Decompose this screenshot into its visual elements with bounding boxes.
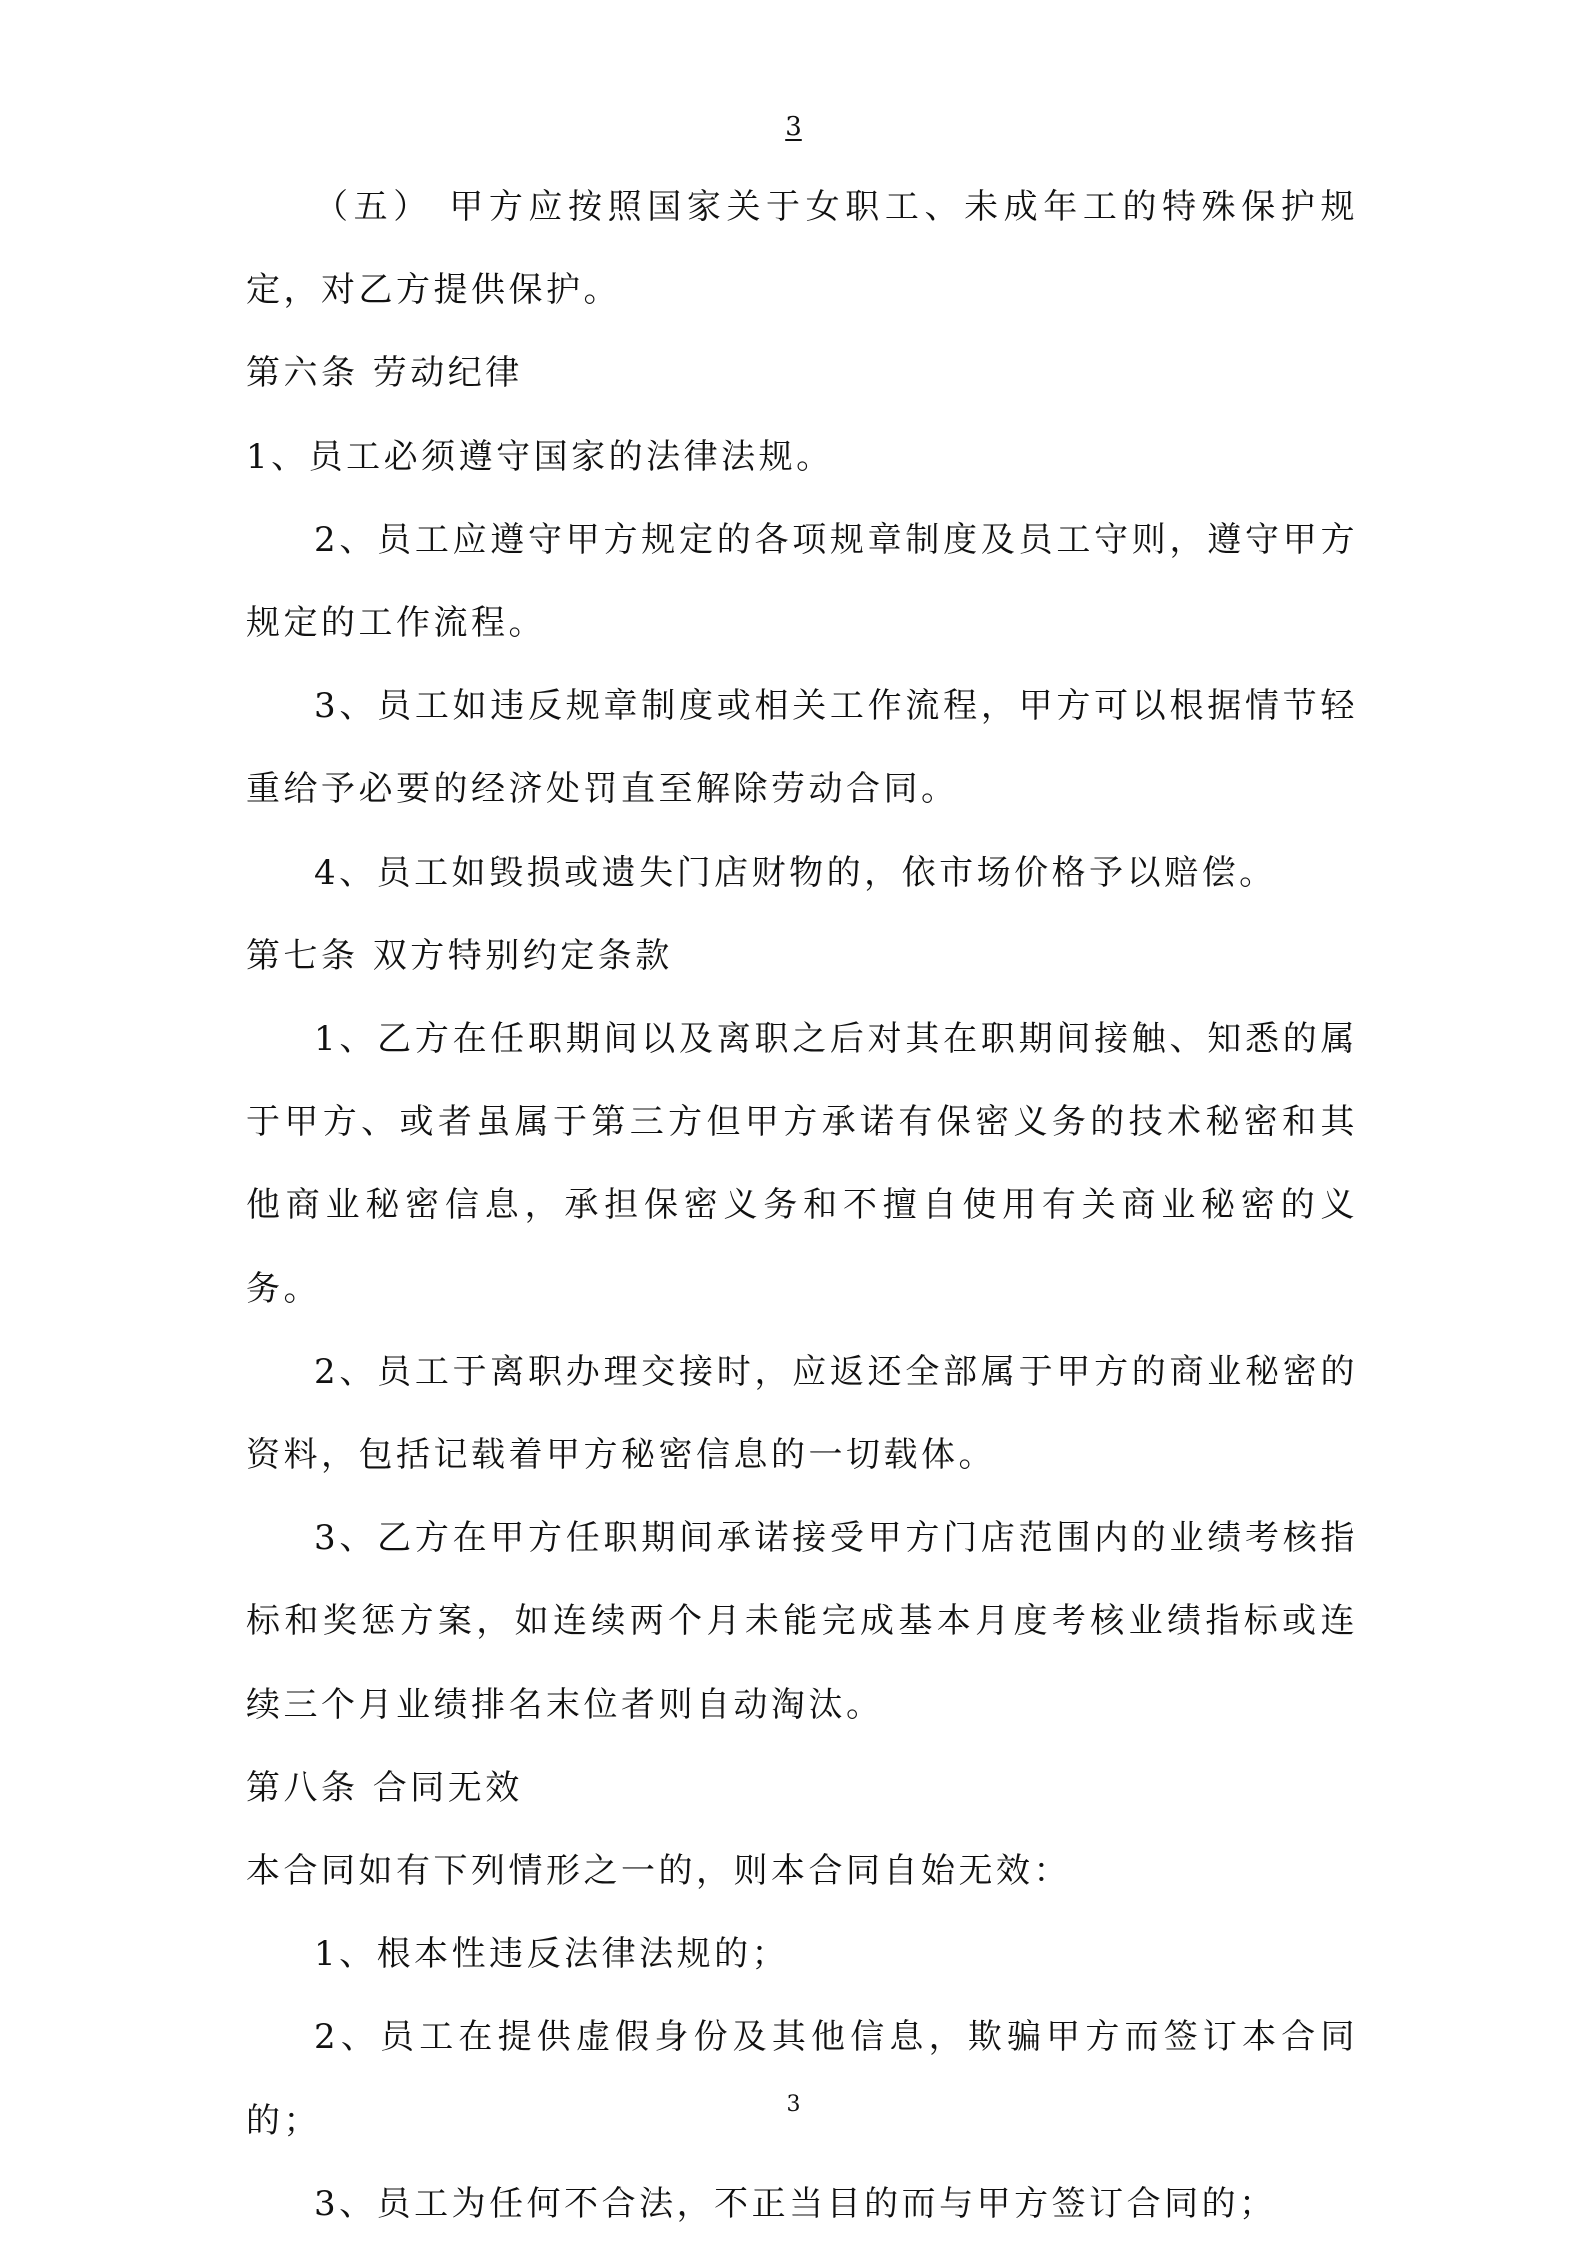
paragraph-article-8-item-3: 3、员工为任何不合法，不正当目的而与甲方签订合同的； [314, 2183, 1277, 2224]
document-body [246, 166, 1358, 2246]
paragraph-article-8-item-1: 1、根本性违反法律法规的； [314, 1934, 790, 1975]
section-heading-article-8: 第八条 合同无效 [246, 1767, 523, 1808]
paragraph-article-7-item-2: 2、员工于离职办理交接时，应返还全部属于甲方的商业秘密的资料，包括记载着甲方秘密信息的一切载体。 [246, 1351, 1358, 1476]
paragraph-article-8-item-2: 2、员工在提供虚假身份及其他信息，欺骗甲方而签订本合同的； [246, 2017, 1358, 2141]
page-header-number: 3 [785, 112, 802, 142]
section-heading-article-6: 第六条 劳动纪律 [246, 353, 523, 394]
paragraph-article-7-item-3: 3、乙方在甲方任职期间承诺接受甲方门店范围内的业绩考核指标和奖惩方案，如连续两个月未能完成基本月度考核业绩指标或连续三个月业绩排名末位者则自动淘汰。 [246, 1518, 1358, 1725]
paragraph-article-6-item-2: 2、员工应遵守甲方规定的各项规章制度及员工守则，遵守甲方规定的工作流程。 [246, 519, 1358, 644]
section-heading-article-7: 第七条 双方特别约定条款 [246, 935, 673, 976]
paragraph-article-6-item-1: 1、员工必须遵守国家的法律法规。 [246, 436, 834, 477]
paragraph-article-8-intro: 本合同如有下列情形之一的，则本合同自始无效： [246, 1851, 1071, 1892]
paragraph-protection-clause: （五） 甲方应按照国家关于女职工、未成年工的特殊保护规定，对乙方提供保护。 [246, 187, 1358, 311]
paragraph-article-7-item-1: 1、乙方在任职期间以及离职之后对其在职期间接触、知悉的属于甲方、或者虽属于第三方但甲方承诺有保密义务的技术秘密和其他商业秘密信息，承担保密义务和不擅自使用有关商业秘密的义务。 [246, 1019, 1358, 1309]
paragraph-article-6-item-4: 4、员工如毁损或遗失门店财物的，依市场价格予以赔偿。 [314, 852, 1277, 893]
paragraph-article-6-item-3: 3、员工如违反规章制度或相关工作流程，甲方可以根据情节轻重给予必要的经济处罚直至解除劳动合同。 [246, 686, 1358, 810]
page-footer-number: 3 [786, 2092, 801, 2117]
